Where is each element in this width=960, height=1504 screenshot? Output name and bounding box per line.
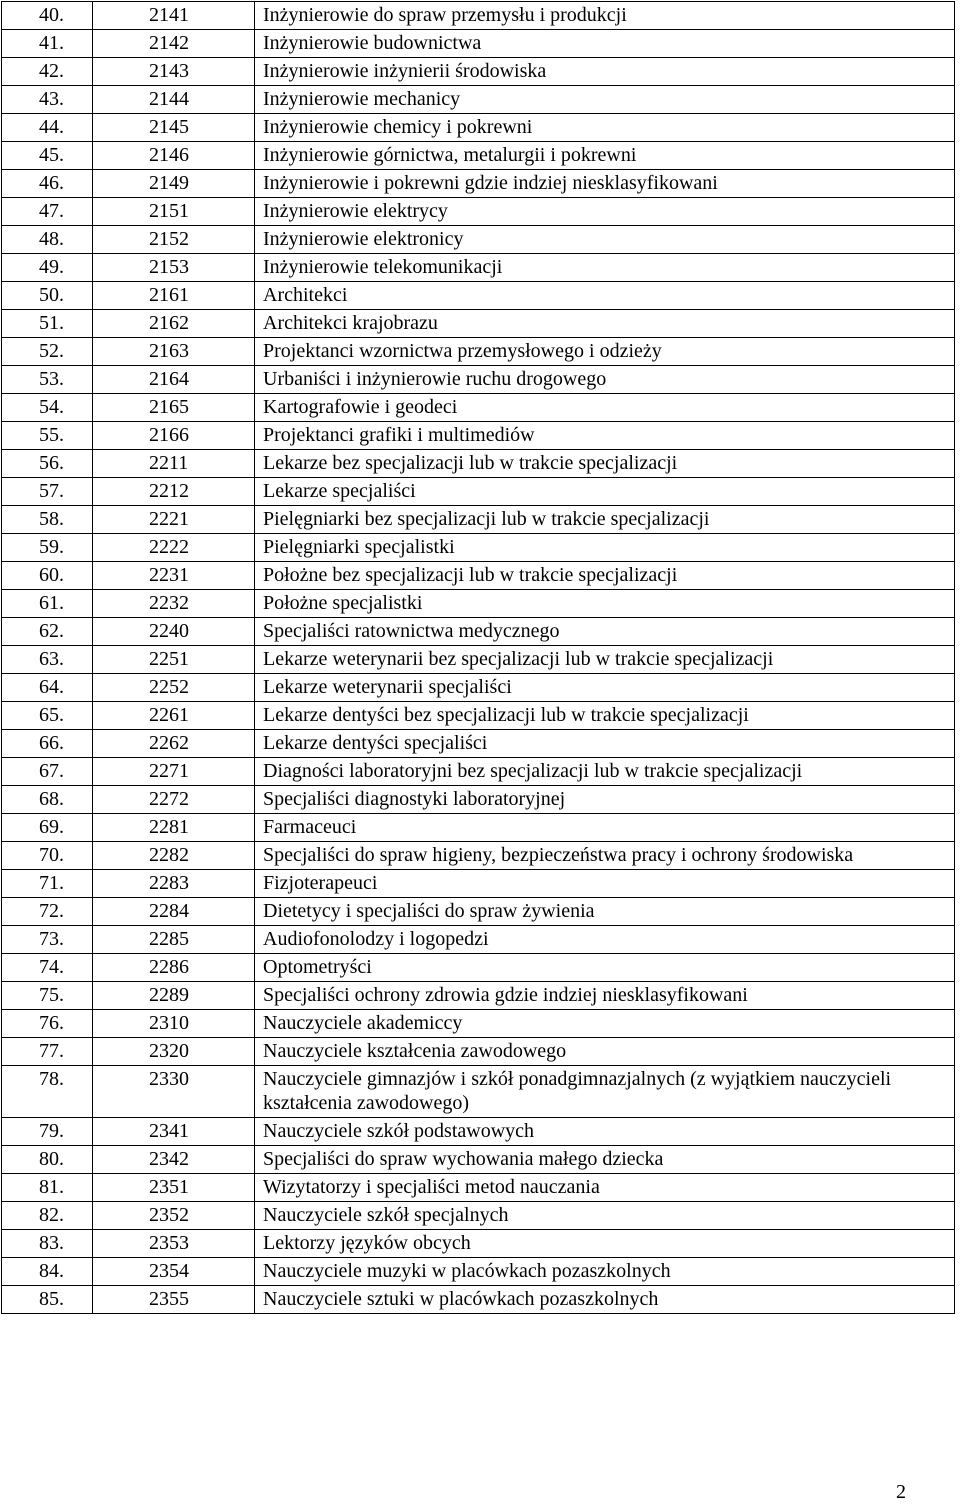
table-row (2, 1010, 955, 1038)
occupation-name: Inżynierowie inżynierii środowiska (255, 58, 955, 86)
row-number: 43. (2, 86, 93, 114)
table-row (2, 562, 955, 590)
occupation-code: 2330 (93, 1066, 255, 1118)
occupation-code: 2211 (93, 450, 255, 478)
occupation-code: 2152 (93, 226, 255, 254)
row-number: 85. (2, 1286, 93, 1314)
occupation-name: Projektanci grafiki i multimediów (255, 422, 955, 450)
occupation-table (1, 1, 955, 1314)
table-row (2, 898, 955, 926)
row-number: 60. (2, 562, 93, 590)
occupation-name: Inżynierowie i pokrewni gdzie indziej niesklasyfikowani (255, 170, 955, 198)
occupation-code: 2353 (93, 1230, 255, 1258)
row-number: 64. (2, 674, 93, 702)
table-row (2, 1174, 955, 1202)
occupation-name: Diagności laboratoryjni bez specjalizacji lub w trakcie specjalizacji (255, 758, 955, 786)
occupation-code: 2355 (93, 1286, 255, 1314)
occupation-name: Lekarze weterynarii bez specjalizacji lub w trakcie specjalizacji (255, 646, 955, 674)
table-row (2, 58, 955, 86)
table-row (2, 1118, 955, 1146)
occupation-name: Inżynierowie mechanicy (255, 86, 955, 114)
occupation-code: 2285 (93, 926, 255, 954)
table-row (2, 1202, 955, 1230)
occupation-name: Inżynierowie elektrycy (255, 198, 955, 226)
occupation-name: Specjaliści ochrony zdrowia gdzie indziej niesklasyfikowani (255, 982, 955, 1010)
occupation-name: Projektanci wzornictwa przemysłowego i odzieży (255, 338, 955, 366)
occupation-code: 2146 (93, 142, 255, 170)
occupation-code: 2282 (93, 842, 255, 870)
occupation-code: 2164 (93, 366, 255, 394)
occupation-name: Kartografowie i geodeci (255, 394, 955, 422)
table-row (2, 814, 955, 842)
row-number: 71. (2, 870, 93, 898)
row-number: 45. (2, 142, 93, 170)
occupation-name: Położne bez specjalizacji lub w trakcie specjalizacji (255, 562, 955, 590)
row-number: 67. (2, 758, 93, 786)
occupation-code: 2251 (93, 646, 255, 674)
table-row (2, 786, 955, 814)
row-number: 52. (2, 338, 93, 366)
table-row (2, 842, 955, 870)
row-number: 47. (2, 198, 93, 226)
occupation-name: Inżynierowie elektronicy (255, 226, 955, 254)
occupation-code: 2262 (93, 730, 255, 758)
occupation-code: 2141 (93, 2, 255, 30)
row-number: 75. (2, 982, 93, 1010)
occupation-code: 2310 (93, 1010, 255, 1038)
occupation-name: Lekarze dentyści specjaliści (255, 730, 955, 758)
table-row (2, 982, 955, 1010)
table-row (2, 114, 955, 142)
table-row (2, 730, 955, 758)
occupation-code: 2162 (93, 310, 255, 338)
occupation-code: 2341 (93, 1118, 255, 1146)
occupation-name: Nauczyciele kształcenia zawodowego (255, 1038, 955, 1066)
table-row (2, 1286, 955, 1314)
occupation-name: Lekarze weterynarii specjaliści (255, 674, 955, 702)
occupation-code: 2271 (93, 758, 255, 786)
table-row (2, 142, 955, 170)
occupation-name: Architekci krajobrazu (255, 310, 955, 338)
row-number: 68. (2, 786, 93, 814)
table-row (2, 394, 955, 422)
table-row (2, 2, 955, 30)
occupation-name: Nauczyciele szkół specjalnych (255, 1202, 955, 1230)
table-row (2, 926, 955, 954)
table-row (2, 590, 955, 618)
occupation-name: Wizytatorzy i specjaliści metod nauczania (255, 1174, 955, 1202)
row-number: 51. (2, 310, 93, 338)
table-row (2, 338, 955, 366)
table-row (2, 478, 955, 506)
table-row (2, 226, 955, 254)
row-number: 46. (2, 170, 93, 198)
row-number: 50. (2, 282, 93, 310)
table-row (2, 30, 955, 58)
row-number: 80. (2, 1146, 93, 1174)
table-row (2, 86, 955, 114)
row-number: 79. (2, 1118, 93, 1146)
table-row (2, 1038, 955, 1066)
row-number: 61. (2, 590, 93, 618)
table-row (2, 282, 955, 310)
table-row (2, 422, 955, 450)
occupation-name: Nauczyciele gimnazjów i szkół ponadgimnazjalnych (z wyjątkiem nauczycieli kształcenia zawodowego) (255, 1066, 955, 1118)
occupation-name: Lekarze bez specjalizacji lub w trakcie specjalizacji (255, 450, 955, 478)
occupation-code: 2151 (93, 198, 255, 226)
occupation-code: 2232 (93, 590, 255, 618)
occupation-name: Farmaceuci (255, 814, 955, 842)
row-number: 49. (2, 254, 93, 282)
occupation-code: 2272 (93, 786, 255, 814)
row-number: 72. (2, 898, 93, 926)
row-number: 59. (2, 534, 93, 562)
table-row (2, 506, 955, 534)
occupation-code: 2165 (93, 394, 255, 422)
occupation-code: 2231 (93, 562, 255, 590)
occupation-name: Inżynierowie chemicy i pokrewni (255, 114, 955, 142)
row-number: 62. (2, 618, 93, 646)
occupation-name: Lekarze dentyści bez specjalizacji lub w trakcie specjalizacji (255, 702, 955, 730)
occupation-name: Lektorzy języków obcych (255, 1230, 955, 1258)
occupation-code: 2149 (93, 170, 255, 198)
occupation-name: Nauczyciele akademiccy (255, 1010, 955, 1038)
occupation-name: Inżynierowie górnictwa, metalurgii i pokrewni (255, 142, 955, 170)
occupation-code: 2354 (93, 1258, 255, 1286)
row-number: 63. (2, 646, 93, 674)
occupation-code: 2342 (93, 1146, 255, 1174)
occupation-code: 2221 (93, 506, 255, 534)
occupation-name: Specjaliści ratownictwa medycznego (255, 618, 955, 646)
occupation-code: 2145 (93, 114, 255, 142)
page-number: 2 (896, 1481, 906, 1503)
row-number: 56. (2, 450, 93, 478)
occupation-name: Nauczyciele muzyki w placówkach pozaszkolnych (255, 1258, 955, 1286)
row-number: 73. (2, 926, 93, 954)
row-number: 41. (2, 30, 93, 58)
occupation-name: Fizjoterapeuci (255, 870, 955, 898)
occupation-name: Inżynierowie do spraw przemysłu i produkcji (255, 2, 955, 30)
row-number: 83. (2, 1230, 93, 1258)
table-row (2, 310, 955, 338)
table-row (2, 702, 955, 730)
row-number: 42. (2, 58, 93, 86)
row-number: 77. (2, 1038, 93, 1066)
table-row (2, 1066, 955, 1118)
occupation-name: Specjaliści do spraw higieny, bezpieczeństwa pracy i ochrony środowiska (255, 842, 955, 870)
table-row (2, 618, 955, 646)
occupation-name: Audiofonolodzy i logopedzi (255, 926, 955, 954)
table-row (2, 254, 955, 282)
row-number: 81. (2, 1174, 93, 1202)
table-row (2, 170, 955, 198)
occupation-code: 2261 (93, 702, 255, 730)
occupation-code: 2289 (93, 982, 255, 1010)
row-number: 58. (2, 506, 93, 534)
row-number: 65. (2, 702, 93, 730)
row-number: 53. (2, 366, 93, 394)
occupation-code: 2351 (93, 1174, 255, 1202)
row-number: 44. (2, 114, 93, 142)
occupation-code: 2143 (93, 58, 255, 86)
table-row (2, 870, 955, 898)
occupation-code: 2352 (93, 1202, 255, 1230)
row-number: 57. (2, 478, 93, 506)
occupation-code: 2212 (93, 478, 255, 506)
table-row (2, 366, 955, 394)
occupation-code: 2166 (93, 422, 255, 450)
occupation-table-body (2, 2, 955, 1314)
occupation-name: Dietetycy i specjaliści do spraw żywienia (255, 898, 955, 926)
table-row (2, 534, 955, 562)
occupation-name: Architekci (255, 282, 955, 310)
occupation-code: 2222 (93, 534, 255, 562)
occupation-code: 2163 (93, 338, 255, 366)
occupation-name: Lekarze specjaliści (255, 478, 955, 506)
table-row (2, 1258, 955, 1286)
occupation-code: 2283 (93, 870, 255, 898)
occupation-name: Nauczyciele sztuki w placówkach pozaszkolnych (255, 1286, 955, 1314)
occupation-code: 2281 (93, 814, 255, 842)
table-row (2, 758, 955, 786)
table-row (2, 954, 955, 982)
occupation-name: Specjaliści diagnostyki laboratoryjnej (255, 786, 955, 814)
row-number: 55. (2, 422, 93, 450)
occupation-code: 2144 (93, 86, 255, 114)
occupation-name: Inżynierowie telekomunikacji (255, 254, 955, 282)
occupation-code: 2161 (93, 282, 255, 310)
occupation-code: 2286 (93, 954, 255, 982)
occupation-name: Położne specjalistki (255, 590, 955, 618)
occupation-code: 2153 (93, 254, 255, 282)
occupation-code: 2284 (93, 898, 255, 926)
table-row (2, 1230, 955, 1258)
occupation-name: Specjaliści do spraw wychowania małego dziecka (255, 1146, 955, 1174)
row-number: 84. (2, 1258, 93, 1286)
occupation-name: Pielęgniarki bez specjalizacji lub w trakcie specjalizacji (255, 506, 955, 534)
table-row (2, 1146, 955, 1174)
table-row (2, 674, 955, 702)
occupation-code: 2252 (93, 674, 255, 702)
row-number: 54. (2, 394, 93, 422)
row-number: 40. (2, 2, 93, 30)
occupation-name: Pielęgniarki specjalistki (255, 534, 955, 562)
row-number: 48. (2, 226, 93, 254)
row-number: 69. (2, 814, 93, 842)
occupation-name: Inżynierowie budownictwa (255, 30, 955, 58)
table-row (2, 450, 955, 478)
table-row (2, 646, 955, 674)
row-number: 76. (2, 1010, 93, 1038)
occupation-code: 2240 (93, 618, 255, 646)
row-number: 78. (2, 1066, 93, 1118)
table-row (2, 198, 955, 226)
row-number: 70. (2, 842, 93, 870)
row-number: 74. (2, 954, 93, 982)
occupation-code: 2142 (93, 30, 255, 58)
occupation-name: Urbaniści i inżynierowie ruchu drogowego (255, 366, 955, 394)
occupation-code: 2320 (93, 1038, 255, 1066)
occupation-name: Optometryści (255, 954, 955, 982)
row-number: 66. (2, 730, 93, 758)
occupation-name: Nauczyciele szkół podstawowych (255, 1118, 955, 1146)
row-number: 82. (2, 1202, 93, 1230)
